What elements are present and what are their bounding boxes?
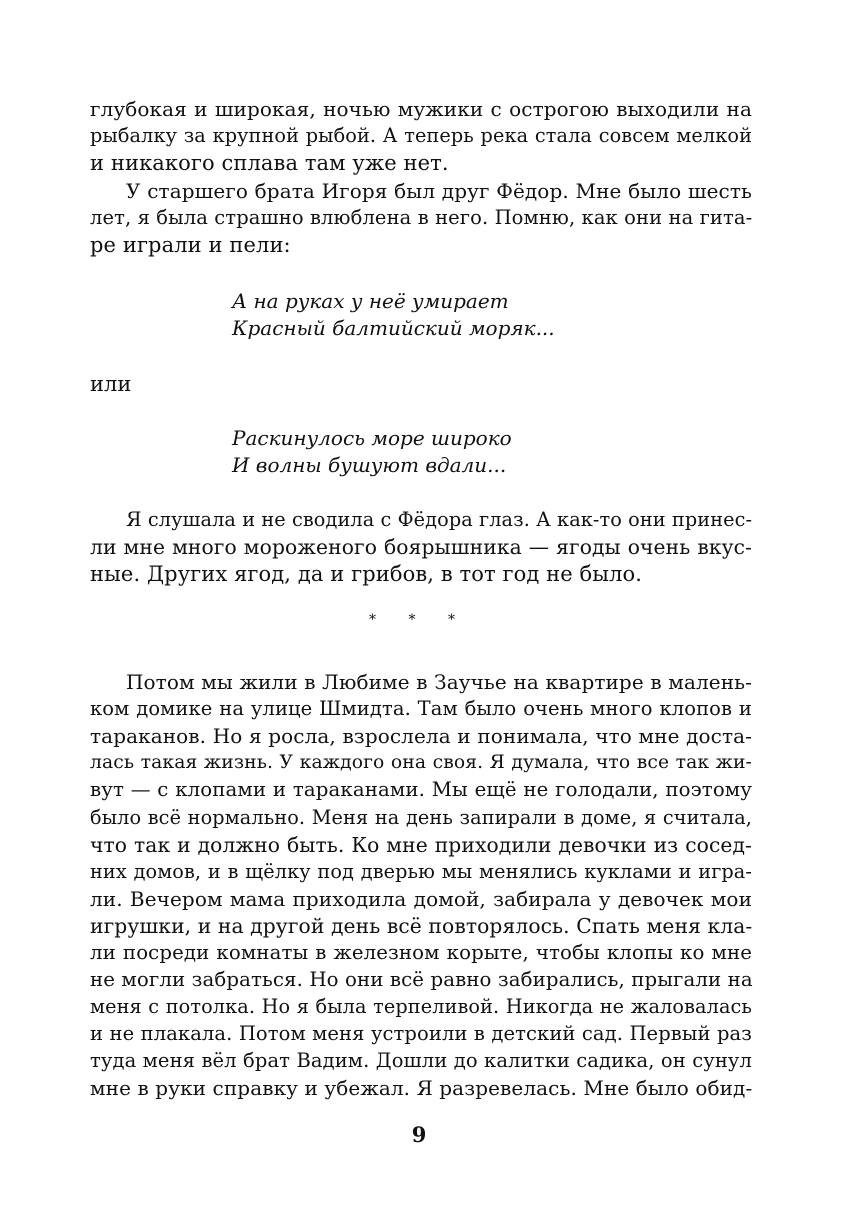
- para4-line-12: не могли забраться. Но они всё равно забирались, прыгали на: [90, 968, 753, 991]
- page-number: 9: [411, 1122, 427, 1147]
- para4-line-5: вут — с клопами и тараканами. Мы ещё не голодали, поэтому: [90, 778, 752, 801]
- verse2-line-2: И волны бушуют вдали...: [232, 453, 507, 477]
- para4-line-15: туда меня вёл брат Вадим. Дошли до калитки садика, он сунул: [90, 1049, 752, 1072]
- para4-line-10: игрушки, и на другой день всё повторялось. Спать меня кла-: [90, 914, 753, 938]
- para4-line-8: них домов, и в щёлку под дверью мы менялись куклами и игра-: [90, 860, 752, 883]
- para4-line-3: тараканов. Но я росла, взрослела и понимала, что мне доста-: [90, 724, 752, 748]
- para2-line-2: лет, я была страшно влюблена в него. Помню, как они на гита-: [90, 206, 753, 229]
- para4-line-14: и не плакала. Потом меня устроили в детский сад. Первый раз: [90, 1022, 752, 1045]
- para1-line-2: рыбалку за крупной рыбой. А теперь река стала совсем мелкой: [90, 124, 752, 147]
- connector-word: или: [90, 372, 132, 396]
- verse2-line-1: Раскинулось море широко: [232, 426, 512, 450]
- para4-line-6: было всё нормально. Меня на день запирали в доме, я считала,: [90, 806, 752, 829]
- para2-line-3: ре играли и пели:: [90, 233, 291, 257]
- para4-line-7: что так и должно быть. Ко мне приходили девочки из сосед-: [90, 833, 752, 857]
- para1-line-1: глубокая и широкая, ночью мужики с острогою выходили на: [90, 97, 752, 121]
- verse1-line-2: Красный балтийский моряк...: [232, 316, 555, 340]
- para3-line-2: ли мне много мороженого боярышника — ягоды очень вкус-: [90, 535, 752, 559]
- verse1-line-1: А на руках у неё умирает: [232, 289, 509, 313]
- section-break-stars: * * *: [369, 612, 469, 628]
- para4-line-9: ли. Вечером мама приходила домой, забирала у девочек мои: [90, 887, 752, 911]
- para3-line-1: Я слушала и не сводила с Фёдора глаз. А как-то они принес-: [126, 508, 753, 531]
- para4-line-2: ком домике на улице Шмидта. Там было очень много клопов и: [90, 697, 752, 720]
- para4-line-4: лась такая жизнь. У каждого она своя. Я думала, что все так жи-: [90, 752, 752, 773]
- para3-line-3: ные. Других ягод, да и грибов, в тот год не было.: [90, 562, 643, 586]
- para2-line-1: У старшего брата Игоря был друг Фёдор. Мне было шесть: [126, 179, 752, 203]
- para4-line-11: ли посреди комнаты в железном корыте, чтобы клопы ко мне: [90, 941, 752, 964]
- para1-line-3: и никакого сплава там уже нет.: [90, 151, 449, 175]
- para4-line-16: мне в руки справку и убежал. Я разревелась. Мне было обид-: [90, 1076, 753, 1100]
- para4-line-1: Потом мы жили в Любиме в Заучье на квартире в малень-: [126, 670, 752, 694]
- para4-line-13: меня с потолка. Но я была терпеливой. Никогда не жаловалась: [90, 995, 752, 1018]
